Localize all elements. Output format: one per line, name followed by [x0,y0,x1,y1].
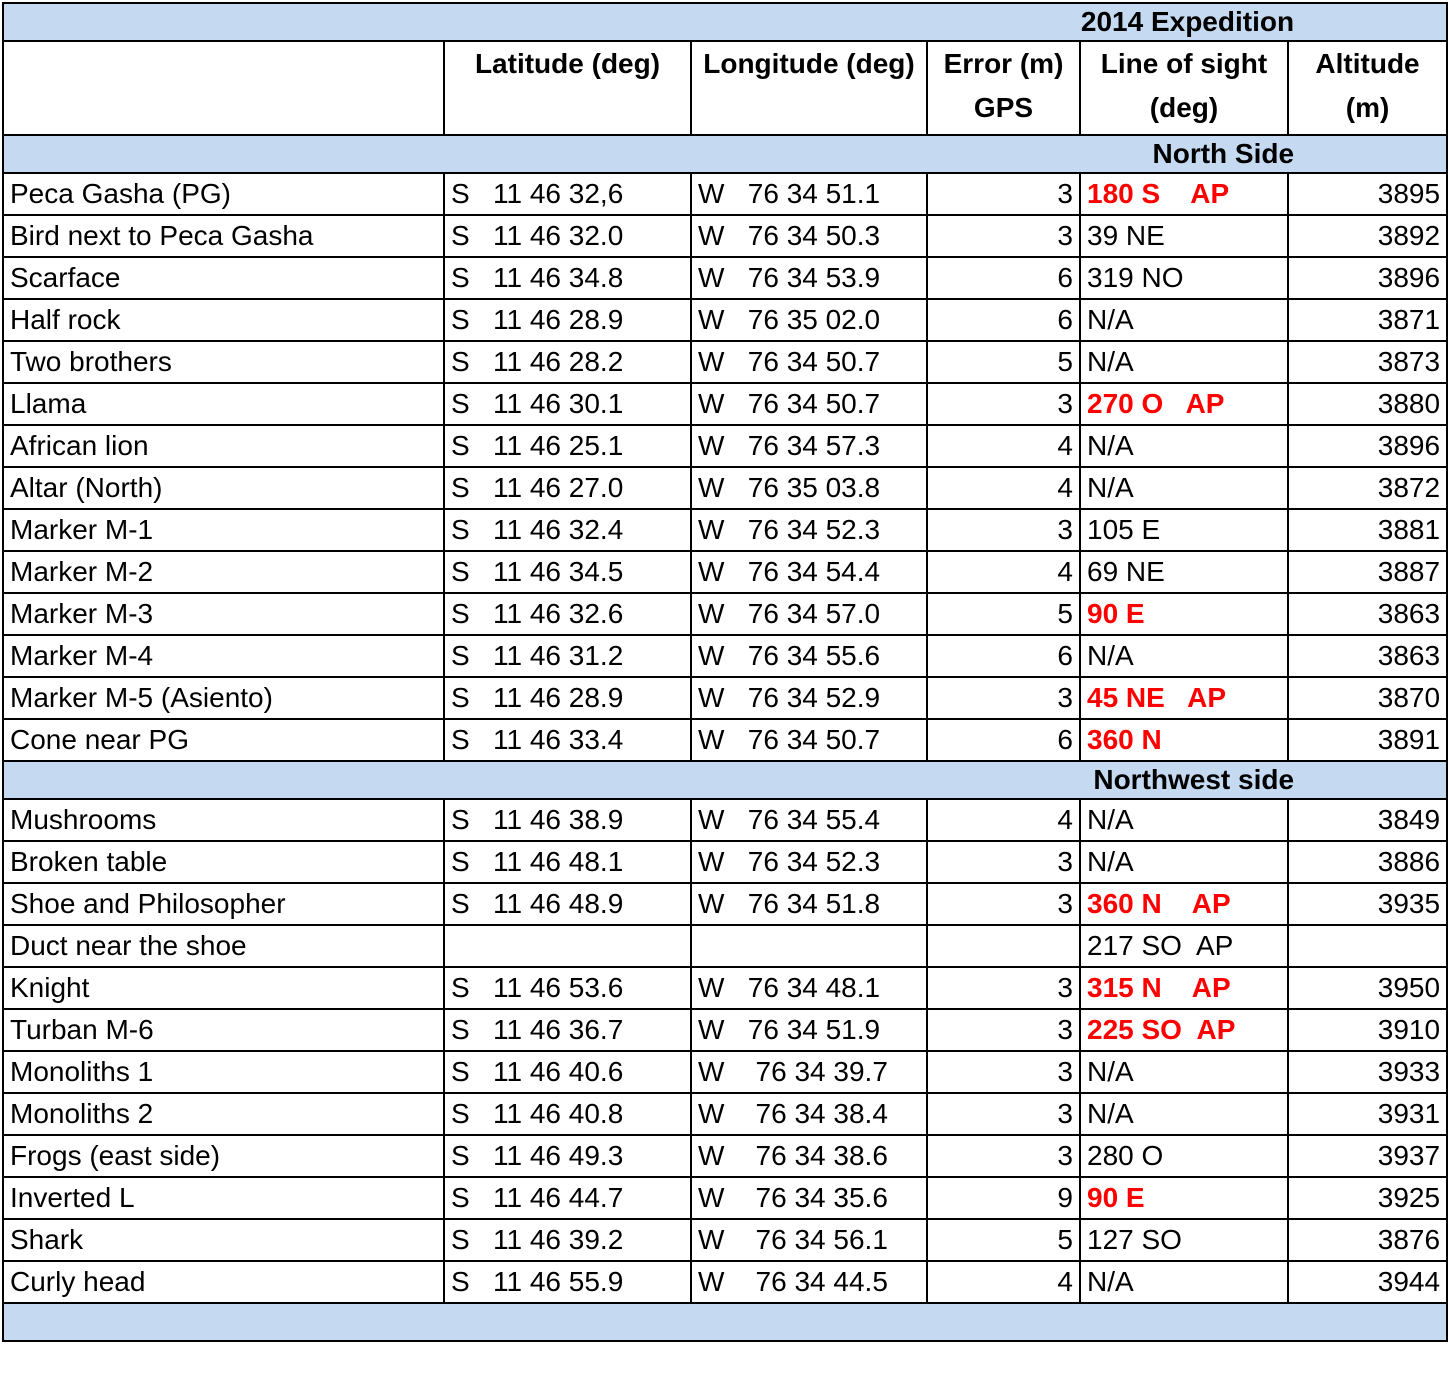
cell-line-of-sight: 270 O AP [1080,383,1288,425]
cell-latitude: S 11 46 32.6 [444,593,691,635]
cell-longitude: W 76 34 54.4 [691,551,927,593]
header-latitude: Latitude (deg) [444,41,691,135]
cell-latitude: S 11 46 34.5 [444,551,691,593]
table-row [3,425,1447,467]
table-row [3,383,1447,425]
cell-name: Peca Gasha (PG) [3,173,444,215]
cell-name: Duct near the shoe [3,925,444,967]
cell-longitude: W 76 34 57.3 [691,425,927,467]
cell-line-of-sight: 315 N AP [1080,967,1288,1009]
cell-altitude: 3863 [1288,593,1447,635]
cell-latitude: S 11 46 25.1 [444,425,691,467]
cell-error: 3 [927,1093,1080,1135]
table-row [3,341,1447,383]
cell-name: Marker M-2 [3,551,444,593]
cell-error: 3 [927,1051,1080,1093]
cell-latitude: S 11 46 55.9 [444,1261,691,1303]
cell-line-of-sight: N/A [1080,1051,1288,1093]
cell-line-of-sight: 225 SO AP [1080,1009,1288,1051]
table-row [3,257,1447,299]
cell-name: Shark [3,1219,444,1261]
cell-longitude: W 76 34 38.4 [691,1093,927,1135]
cell-name: African lion [3,425,444,467]
table-row [3,1261,1447,1303]
cell-longitude [691,925,927,967]
cell-altitude: 3876 [1288,1219,1447,1261]
cell-error: 6 [927,635,1080,677]
cell-altitude: 3925 [1288,1177,1447,1219]
table-row [3,967,1447,1009]
cell-altitude: 3891 [1288,719,1447,761]
cell-longitude: W 76 34 52.3 [691,509,927,551]
section-header-row [3,135,1447,173]
cell-name: Inverted L [3,1177,444,1219]
cell-longitude: W 76 34 48.1 [691,967,927,1009]
cell-longitude: W 76 34 56.1 [691,1219,927,1261]
cell-latitude: S 11 46 48.1 [444,841,691,883]
cell-longitude: W 76 34 51.1 [691,173,927,215]
cell-line-of-sight: N/A [1080,467,1288,509]
cell-line-of-sight: 39 NE [1080,215,1288,257]
cell-altitude: 3872 [1288,467,1447,509]
table-row [3,799,1447,841]
cell-line-of-sight: 280 O [1080,1135,1288,1177]
cell-latitude: S 11 46 32.0 [444,215,691,257]
header-row [3,41,1447,135]
cell-longitude: W 76 34 38.6 [691,1135,927,1177]
header-error: Error (m) GPS [927,41,1080,135]
cell-longitude: W 76 34 50.3 [691,215,927,257]
cell-longitude: W 76 34 39.7 [691,1051,927,1093]
table-row [3,215,1447,257]
cell-error: 5 [927,593,1080,635]
cell-longitude: W 76 34 44.5 [691,1261,927,1303]
cell-error: 3 [927,509,1080,551]
table-row [3,635,1447,677]
cell-error: 6 [927,257,1080,299]
cell-altitude: 3937 [1288,1135,1447,1177]
footer-band-row [3,1303,1447,1341]
cell-name: Bird next to Peca Gasha [3,215,444,257]
cell-name: Monoliths 2 [3,1093,444,1135]
cell-error: 4 [927,425,1080,467]
cell-line-of-sight: N/A [1080,841,1288,883]
cell-error [927,925,1080,967]
cell-longitude: W 76 34 50.7 [691,383,927,425]
expedition-table [2,2,1448,1342]
cell-name: Broken table [3,841,444,883]
cell-latitude: S 11 46 30.1 [444,383,691,425]
cell-name: Cone near PG [3,719,444,761]
cell-name: Altar (North) [3,467,444,509]
cell-error: 3 [927,383,1080,425]
table-row [3,1093,1447,1135]
cell-altitude: 3870 [1288,677,1447,719]
cell-name: Curly head [3,1261,444,1303]
cell-longitude: W 76 34 55.4 [691,799,927,841]
cell-latitude: S 11 46 44.7 [444,1177,691,1219]
cell-line-of-sight: N/A [1080,341,1288,383]
table-row [3,925,1447,967]
cell-altitude: 3896 [1288,257,1447,299]
cell-altitude: 3892 [1288,215,1447,257]
cell-line-of-sight: N/A [1080,1261,1288,1303]
cell-name: Mushrooms [3,799,444,841]
cell-altitude: 3910 [1288,1009,1447,1051]
cell-altitude: 3873 [1288,341,1447,383]
cell-line-of-sight: 360 N AP [1080,883,1288,925]
cell-error: 6 [927,299,1080,341]
cell-altitude: 3935 [1288,883,1447,925]
cell-latitude: S 11 46 28.9 [444,299,691,341]
cell-name: Two brothers [3,341,444,383]
section-title: Northwest side [3,761,1447,799]
cell-error: 6 [927,719,1080,761]
cell-altitude: 3881 [1288,509,1447,551]
cell-longitude: W 76 34 52.9 [691,677,927,719]
cell-longitude: W 76 34 50.7 [691,341,927,383]
cell-name: Turban M-6 [3,1009,444,1051]
table-row [3,1009,1447,1051]
section-header-row [3,761,1447,799]
cell-error: 3 [927,173,1080,215]
table-title: 2014 Expedition [3,3,1447,41]
cell-line-of-sight: 45 NE AP [1080,677,1288,719]
cell-altitude: 3895 [1288,173,1447,215]
cell-longitude: W 76 34 53.9 [691,257,927,299]
cell-error: 4 [927,467,1080,509]
table-row [3,1219,1447,1261]
cell-name: Monoliths 1 [3,1051,444,1093]
cell-altitude: 3887 [1288,551,1447,593]
header-name [3,41,444,135]
cell-error: 4 [927,1261,1080,1303]
table-row [3,883,1447,925]
cell-altitude: 3950 [1288,967,1447,1009]
cell-name: Marker M-3 [3,593,444,635]
cell-line-of-sight: N/A [1080,1093,1288,1135]
cell-latitude [444,925,691,967]
table-row [3,841,1447,883]
cell-error: 5 [927,1219,1080,1261]
cell-name: Knight [3,967,444,1009]
cell-line-of-sight: N/A [1080,425,1288,467]
cell-error: 5 [927,341,1080,383]
cell-name: Half rock [3,299,444,341]
cell-altitude: 3863 [1288,635,1447,677]
cell-longitude: W 76 34 55.6 [691,635,927,677]
cell-latitude: S 11 46 38.9 [444,799,691,841]
cell-latitude: S 11 46 48.9 [444,883,691,925]
cell-latitude: S 11 46 28.2 [444,341,691,383]
cell-altitude: 3886 [1288,841,1447,883]
cell-error: 4 [927,799,1080,841]
cell-altitude: 3933 [1288,1051,1447,1093]
footer-band [3,1303,1447,1341]
table-row [3,677,1447,719]
cell-line-of-sight: N/A [1080,799,1288,841]
cell-line-of-sight: 319 NO [1080,257,1288,299]
cell-line-of-sight: 180 S AP [1080,173,1288,215]
cell-latitude: S 11 46 36.7 [444,1009,691,1051]
cell-longitude: W 76 34 57.0 [691,593,927,635]
table-row [3,593,1447,635]
cell-altitude [1288,925,1447,967]
cell-altitude: 3871 [1288,299,1447,341]
cell-name: Shoe and Philosopher [3,883,444,925]
cell-latitude: S 11 46 27.0 [444,467,691,509]
cell-error: 3 [927,841,1080,883]
cell-error: 3 [927,215,1080,257]
cell-altitude: 3944 [1288,1261,1447,1303]
cell-line-of-sight: 105 E [1080,509,1288,551]
cell-error: 3 [927,883,1080,925]
cell-error: 9 [927,1177,1080,1219]
cell-latitude: S 11 46 33.4 [444,719,691,761]
cell-latitude: S 11 46 40.6 [444,1051,691,1093]
cell-name: Marker M-5 (Asiento) [3,677,444,719]
cell-altitude: 3896 [1288,425,1447,467]
title-row [3,3,1447,41]
cell-longitude: W 76 35 03.8 [691,467,927,509]
cell-longitude: W 76 34 50.7 [691,719,927,761]
table-row [3,551,1447,593]
cell-line-of-sight: N/A [1080,299,1288,341]
cell-altitude: 3880 [1288,383,1447,425]
cell-error: 3 [927,967,1080,1009]
cell-name: Frogs (east side) [3,1135,444,1177]
header-longitude: Longitude (deg) [691,41,927,135]
cell-longitude: W 76 34 51.9 [691,1009,927,1051]
table-row [3,299,1447,341]
cell-latitude: S 11 46 32.4 [444,509,691,551]
cell-error: 3 [927,1009,1080,1051]
cell-latitude: S 11 46 34.8 [444,257,691,299]
cell-latitude: S 11 46 39.2 [444,1219,691,1261]
table-row [3,467,1447,509]
section-title: North Side [3,135,1447,173]
header-line-of-sight: Line of sight (deg) [1080,41,1288,135]
cell-longitude: W 76 34 51.8 [691,883,927,925]
cell-name: Scarface [3,257,444,299]
cell-latitude: S 11 46 31.2 [444,635,691,677]
cell-latitude: S 11 46 40.8 [444,1093,691,1135]
cell-error: 4 [927,551,1080,593]
cell-latitude: S 11 46 49.3 [444,1135,691,1177]
table-row [3,1135,1447,1177]
cell-line-of-sight: 69 NE [1080,551,1288,593]
cell-latitude: S 11 46 53.6 [444,967,691,1009]
cell-line-of-sight: 90 E [1080,1177,1288,1219]
table-row [3,1177,1447,1219]
cell-altitude: 3849 [1288,799,1447,841]
cell-altitude: 3931 [1288,1093,1447,1135]
cell-name: Marker M-1 [3,509,444,551]
cell-line-of-sight: N/A [1080,635,1288,677]
table-row [3,509,1447,551]
cell-name: Llama [3,383,444,425]
cell-line-of-sight: 217 SO AP [1080,925,1288,967]
cell-error: 3 [927,1135,1080,1177]
cell-error: 3 [927,677,1080,719]
header-altitude: Altitude (m) [1288,41,1447,135]
cell-longitude: W 76 34 52.3 [691,841,927,883]
cell-line-of-sight: 127 SO [1080,1219,1288,1261]
cell-longitude: W 76 35 02.0 [691,299,927,341]
table-row [3,1051,1447,1093]
cell-latitude: S 11 46 28.9 [444,677,691,719]
cell-line-of-sight: 90 E [1080,593,1288,635]
cell-longitude: W 76 34 35.6 [691,1177,927,1219]
cell-line-of-sight: 360 N [1080,719,1288,761]
table-row [3,719,1447,761]
cell-latitude: S 11 46 32,6 [444,173,691,215]
cell-name: Marker M-4 [3,635,444,677]
table-row [3,173,1447,215]
